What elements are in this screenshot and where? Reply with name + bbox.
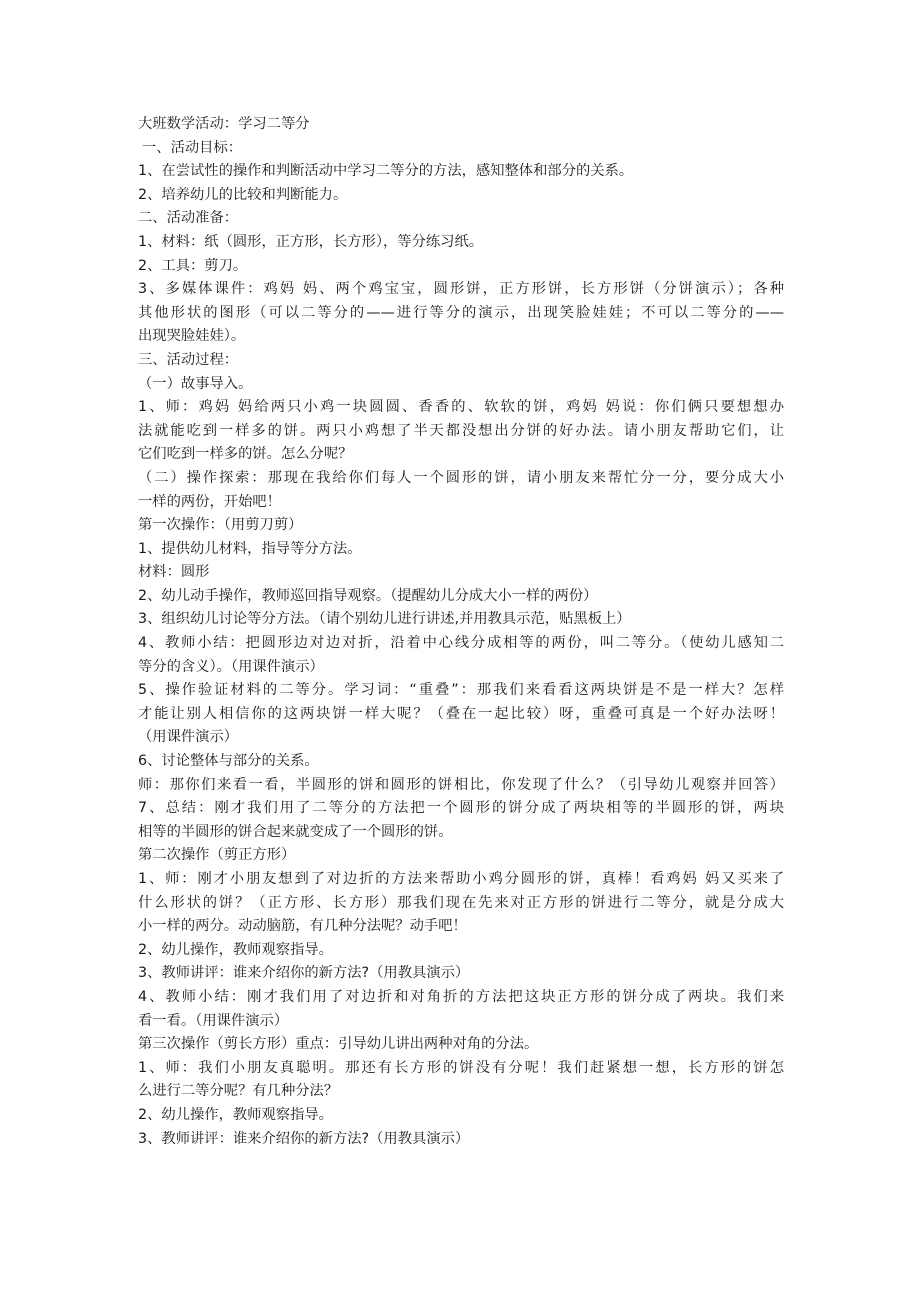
text-line: 4、教师小结：把圆形边对边对折，沿着中心线分成相等的两份，叫二等分。（使幼儿感知二: [138, 635, 784, 652]
text-line: 相等的半圆形的饼合起来就变成了一个圆形的饼。: [138, 823, 453, 840]
text-line: 其他形状的图形（可以二等分的——进行等分的演示，出现笑脸娃娃；不可以二等分的——: [138, 304, 784, 321]
text-line: 么进行二等分呢？有几种分法？: [138, 1083, 339, 1100]
text-line: 3、教师讲评：谁来介绍你的新方法?（用教具演示）: [138, 1130, 470, 1147]
text-line: （一）故事导入。: [138, 375, 253, 392]
text-line: 一、活动目标：: [142, 139, 243, 156]
document-body: [138, 113, 784, 1151]
text-line: 第三次操作（剪长方形）重点：引导幼儿讲出两种对角的分法。: [138, 1036, 539, 1053]
text-line: 1、提供幼儿材料，指导等分方法。: [138, 540, 362, 557]
text-line: 1、师：刚才小朋友想到了对边折的方法来帮助小鸡分圆形的饼，真棒！看鸡妈 妈又买来了: [138, 871, 784, 887]
text-line: 3、组织幼儿讨论等分方法。（请个别幼儿进行讲述,并用教具示范，贴黑板上）: [138, 611, 631, 628]
text-line: 5、操作验证材料的二等分。学习词：“重叠”：那我们来看看这两块饼是不是一样大？怎样: [138, 682, 784, 699]
text-line: 小一样的两分。动动脑筋，有几种分法呢？动手吧！: [138, 918, 467, 935]
text-line: 材料：圆形: [138, 564, 210, 581]
text-line: 1、师：我们小朋友真聪明。那还有长方形的饼没有分呢！我们赶紧想一想，长方形的饼怎: [138, 1059, 784, 1076]
text-line: 第一次操作：（用剪刀剪）: [138, 517, 303, 534]
text-line: 法就能吃到一样多的饼。两只小鸡想了半天都没想出分饼的好办法。请小朋友帮助它们，让: [138, 422, 784, 439]
text-line: 1、师：鸡妈 妈给两只小鸡一块圆圆、香香的、软软的饼，鸡妈 妈说：你们俩只要想想办: [138, 399, 784, 416]
text-line: 第二次操作（剪正方形）: [138, 847, 296, 864]
text-line: 二、活动准备：: [138, 210, 239, 227]
text-line: 3、多媒体课件：鸡妈 妈、两个鸡宝宝，圆形饼，正方形饼，长方形饼（分饼演示）；各种: [138, 281, 784, 298]
text-line: （用课件演示）: [138, 729, 239, 746]
text-line: 2、幼儿操作，教师观察指导。: [138, 1106, 333, 1123]
text-line: 7、总结：刚才我们用了二等分的方法把一个圆形的饼分成了两块相等的半圆形的饼，两块: [138, 800, 784, 817]
text-line: 看一看。（用课件演示）: [138, 1012, 289, 1029]
text-line: 才能让别人相信你的这两块饼一样大呢？（叠在一起比较）呀，重叠可真是一个好办法呀！: [138, 705, 784, 722]
document-title: 大班数学活动：学习二等分: [138, 116, 310, 132]
text-line: 4、教师小结：刚才我们用了对边折和对角折的方法把这块正方形的饼分成了两块。我们来: [138, 988, 784, 1005]
text-line: 1、在尝试性的操作和判断活动中学习二等分的方法，感知整体和部分的关系。: [138, 163, 634, 180]
text-line: 三、活动过程：: [138, 351, 239, 368]
text-line: 它们吃到一样多的饼。怎么分呢？: [138, 446, 353, 463]
text-line: 2、幼儿动手操作，教师巡回指导观察。（提醒幼儿分成大小一样的两份）: [138, 587, 598, 604]
text-line: 3、教师讲评：谁来介绍你的新方法?（用教具演示）: [138, 965, 470, 982]
text-line: 2、幼儿操作，教师观察指导。: [138, 941, 333, 958]
text-line: 等分的含义）。（用课件演示）: [138, 658, 324, 675]
text-line: 2、工具：剪刀。: [138, 257, 248, 274]
text-line: 2、培养幼儿的比较和判断能力。: [138, 186, 348, 203]
text-line: 师：那你们来看一看，半圆形的饼和圆形的饼相比，你发现了什么？（引导幼儿观察并回答）: [138, 776, 784, 793]
text-line: 1、材料：纸（圆形，正方形，长方形），等分练习纸。: [138, 233, 484, 250]
text-line: （二）操作探索：那现在我给你们每人一个圆形的饼，请小朋友来帮忙分一分，要分成大小: [138, 469, 784, 486]
text-line: 一样的两份，开始吧！: [138, 493, 281, 510]
text-line: 出现哭脸娃娃）。: [138, 328, 246, 345]
text-line: 什么形状的饼？（正方形、长方形）那我们现在先来对正方形的饼进行二等分，就是分成大: [138, 894, 784, 911]
text-line: 6、讨论整体与部分的关系。: [138, 753, 319, 770]
